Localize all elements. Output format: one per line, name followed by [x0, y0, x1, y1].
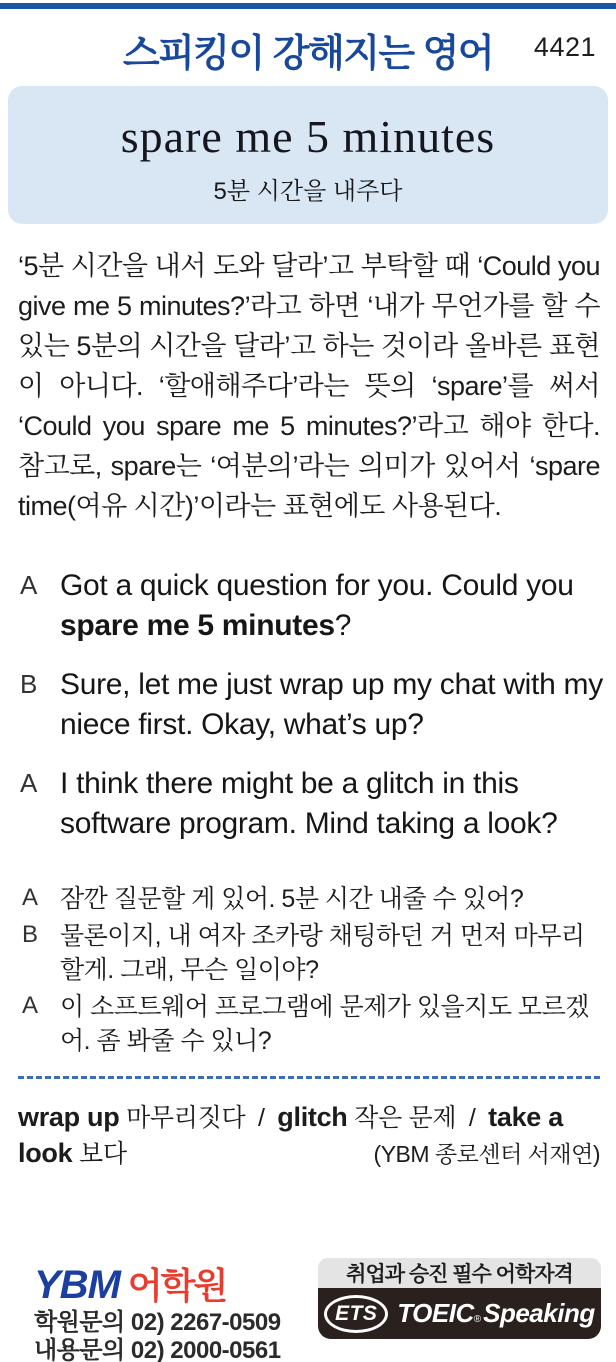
ybm-logo [34, 1258, 281, 1309]
dialogue-text-post: ? [334, 609, 352, 642]
speaker-label: A [20, 570, 38, 600]
toeic-speaking-logo [397, 1298, 594, 1329]
badge-tagline: 취업과 승진 필수 어학자격 [318, 1258, 601, 1288]
dialogue-text-pre: Sure, let me just wrap up my chat with my niece first. Okay, what’s up? [60, 668, 603, 741]
dialogue-line [22, 990, 604, 1058]
phone-label: 내용문의 [34, 1337, 125, 1362]
speaking-logo-text: Speaking [483, 1298, 595, 1328]
ybm-logo-text: YBM [34, 1263, 120, 1307]
dialogue-text [60, 566, 608, 646]
ybm-logo-suffix: 어학원 [127, 1265, 227, 1306]
dialogue-text: 잠깐 질문할 게 있어. 5분 시간 내줄 수 있어? [60, 885, 524, 913]
dialogue-text-pre: I think there might be a glitch in this software program. Mind taking a look? [60, 767, 558, 840]
dialogue-text [60, 764, 608, 844]
dialogue-text: 이 소프트웨어 프로그램에 문제가 있을지도 모르겠어. 좀 봐줄 수 있니? [60, 993, 589, 1055]
page-title: 스피킹이 강해지는 영어 [122, 33, 494, 75]
dialogue-english [20, 566, 608, 863]
phone-line-content [34, 1337, 281, 1362]
dialogue-line [20, 764, 608, 844]
dialogue-line [20, 566, 608, 646]
speaker-label: B [20, 669, 38, 699]
vocab-term: take a look [18, 1102, 563, 1168]
phrase-title: spare me 5 minutes [120, 111, 496, 162]
phone-line-academy [34, 1309, 281, 1337]
vocab-term: glitch [277, 1102, 348, 1132]
speaker-label: A [22, 992, 39, 1019]
phrase-card [8, 86, 608, 224]
speaker-label: A [20, 768, 38, 798]
badge-logo-row [318, 1288, 601, 1339]
speaker-label: B [22, 921, 39, 948]
ybm-contact-block [34, 1258, 281, 1362]
phone-number: 02) 2267-0509 [130, 1309, 281, 1336]
toeic-speaking-badge [318, 1258, 601, 1339]
top-rule [0, 3, 616, 9]
dialogue-text-bold: spare me 5 minutes [60, 609, 335, 642]
vocab-meaning: 보다 [78, 1140, 127, 1168]
ets-logo: ETS [324, 1295, 388, 1333]
issue-number: 4421 [533, 32, 596, 62]
speaker-label: A [22, 884, 39, 911]
vocab-separator: / [257, 1104, 265, 1132]
dialogue-text: 물론이지, 내 여자 조카랑 채팅하던 거 먼저 마무리할게. 그래, 무슨 일이야? [60, 922, 585, 984]
vocab-separator: / [468, 1104, 476, 1132]
phone-number: 02) 2000-0561 [130, 1337, 281, 1362]
author-credit: (YBM 종로센터 서재연) [373, 1141, 600, 1167]
dialogue-text-pre: Got a quick question for you. Could you [60, 569, 574, 602]
phone-label: 학원문의 [34, 1309, 125, 1336]
vocab-meaning: 작은 문제 [354, 1104, 457, 1132]
dialogue-line [22, 919, 604, 987]
explanation-paragraph: ‘5분 시간을 내서 도와 달라’고 부탁할 때 ‘Could you give me 5 minutes?’라고 하면 ‘내가 무언가를 할 수 있는 5분의 시간을 달라’고 하는 것이라 올바른 표현이 아니다. ‘할애해주다’라는 뜻의 ‘spare’를 써서 ‘Could you spare me 5 minutes?’라고 해야 한다. 참고로, spare는 ‘여분의’라는 의미가 있어서 ‘spare time(여유 시간)’이라는 표현에도 사용된다. [18, 251, 600, 521]
dialogue-line [20, 665, 608, 745]
vocab-term: wrap up [18, 1102, 120, 1132]
registered-mark: ® [473, 1314, 482, 1325]
dialogue-korean [22, 882, 604, 1061]
dashed-divider [18, 1076, 600, 1079]
vocab-meaning: 마무리짓다 [126, 1104, 246, 1132]
dialogue-text [60, 665, 608, 745]
dialogue-line [22, 882, 604, 916]
phrase-subtitle: 5분 시간을 내주다 [213, 178, 403, 205]
toeic-logo-text: TOEIC [397, 1298, 474, 1328]
